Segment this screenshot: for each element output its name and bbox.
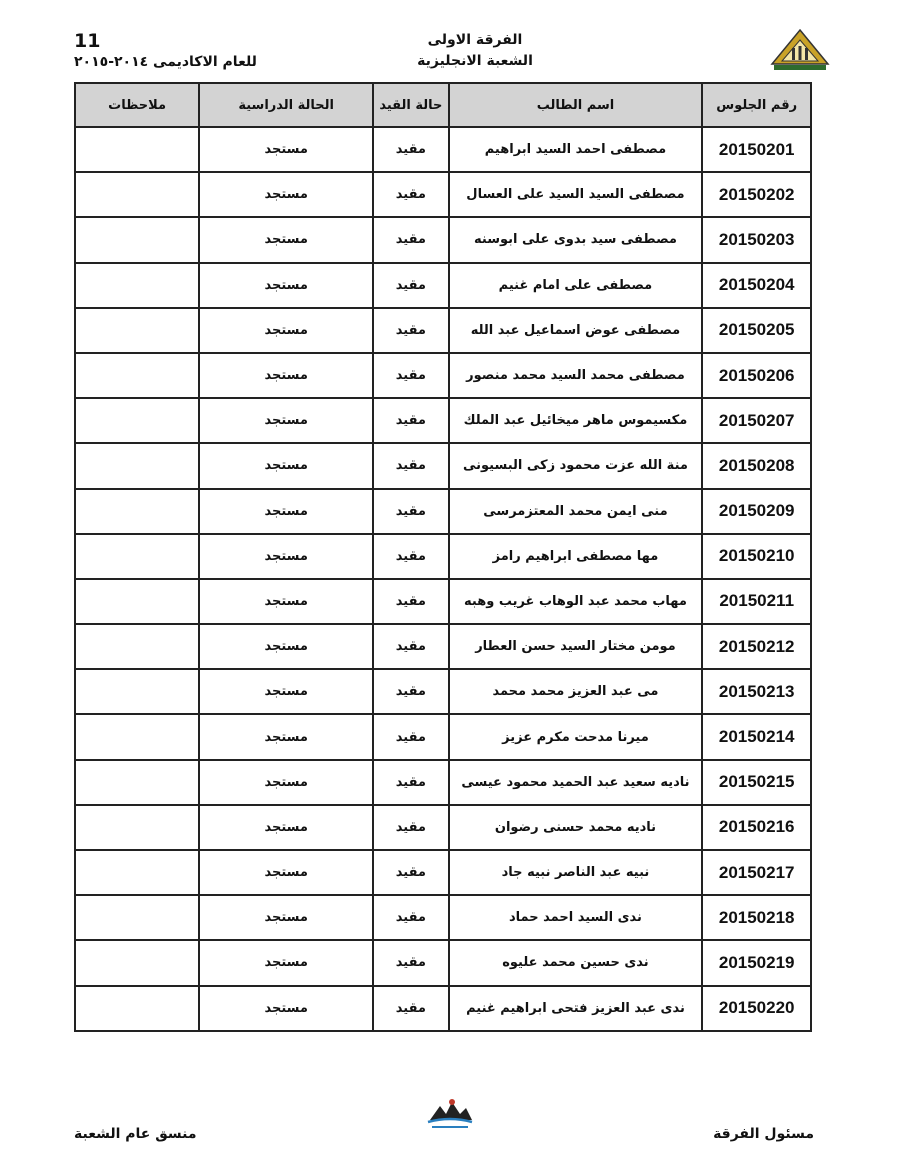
enrollment-status-cell: مقيد (373, 669, 448, 714)
department-coordinator-signature: منسق عام الشعبة (74, 1126, 197, 1142)
enrollment-status-cell: مقيد (373, 805, 448, 850)
student-name-cell: مصطفى السيد السيد على العسال (449, 172, 703, 217)
seat-number-cell: 20150214 (702, 714, 811, 759)
student-name-cell: مصطفى عوض اسماعيل عبد الله (449, 308, 703, 353)
notes-cell (75, 805, 199, 850)
enrollment-status-cell: مقيد (373, 624, 448, 669)
notes-cell (75, 760, 199, 805)
notes-cell (75, 714, 199, 759)
student-name-cell: مصطفى على امام غنيم (449, 263, 703, 308)
student-name-cell: ندى السيد احمد حماد (449, 895, 703, 940)
student-name-cell: ندى عبد العزيز فتحى ابراهيم غنيم (449, 986, 703, 1031)
study-status-cell: مستجد (199, 760, 373, 805)
notes-cell (75, 353, 199, 398)
student-name-cell: منة الله عزت محمود زكى البسيونى (449, 443, 703, 488)
study-status-cell: مستجد (199, 398, 373, 443)
seat-number-cell: 20150202 (702, 172, 811, 217)
notes-cell (75, 579, 199, 624)
study-status-cell: مستجد (199, 263, 373, 308)
enrollment-status-cell: مقيد (373, 398, 448, 443)
notes-cell (75, 127, 199, 172)
table-row (75, 669, 811, 714)
seat-number-cell: 20150220 (702, 986, 811, 1031)
student-name-cell: مكسيموس ماهر ميخائيل عبد الملك (449, 398, 703, 443)
seat-number-cell: 20150216 (702, 805, 811, 850)
notes-cell (75, 263, 199, 308)
document-header (380, 30, 570, 72)
student-name-cell: مى عبد العزيز محمد محمد (449, 669, 703, 714)
seat-number-cell: 20150206 (702, 353, 811, 398)
table-row (75, 760, 811, 805)
table-row (75, 443, 811, 488)
notes-cell (75, 489, 199, 534)
seat-number-cell: 20150205 (702, 308, 811, 353)
seat-number-cell: 20150207 (702, 398, 811, 443)
enrollment-status-cell: مقيد (373, 217, 448, 262)
study-status-cell: مستجد (199, 940, 373, 985)
student-name-cell: ناديه محمد حسنى رضوان (449, 805, 703, 850)
table-row (75, 805, 811, 850)
table-row (75, 895, 811, 940)
study-status-cell: مستجد (199, 669, 373, 714)
seat-number-cell: 20150215 (702, 760, 811, 805)
table-row (75, 263, 811, 308)
study-status-cell: مستجد (199, 895, 373, 940)
study-status-cell: مستجد (199, 579, 373, 624)
study-status-cell: مستجد (199, 443, 373, 488)
enrollment-status-cell: مقيد (373, 443, 448, 488)
enrollment-status-cell: مقيد (373, 172, 448, 217)
table-row (75, 398, 811, 443)
seat-number-cell: 20150204 (702, 263, 811, 308)
table-row (75, 127, 811, 172)
seat-number-cell: 20150211 (702, 579, 811, 624)
enrollment-status-cell: مقيد (373, 263, 448, 308)
column-header-notes: ملاحظات (75, 83, 199, 127)
class-supervisor-signature: مسئول الفرقة (713, 1126, 814, 1142)
table-row (75, 489, 811, 534)
student-name-cell: مصطفى احمد السيد ابراهيم (449, 127, 703, 172)
study-status-cell: مستجد (199, 714, 373, 759)
study-status-cell: مستجد (199, 217, 373, 262)
column-header-enrollment-status: حالة القيد (373, 83, 448, 127)
page-number: 11 (74, 30, 101, 52)
seat-number-cell: 20150201 (702, 127, 811, 172)
center-logo-icon (424, 1094, 476, 1134)
table-row (75, 353, 811, 398)
notes-cell (75, 986, 199, 1031)
student-name-cell: مصطفى سيد بدوى على ابوسنه (449, 217, 703, 262)
notes-cell (75, 895, 199, 940)
academic-year: للعام الاكاديمى ٢٠١٤-٢٠١٥ (74, 54, 257, 70)
notes-cell (75, 940, 199, 985)
enrollment-status-cell: مقيد (373, 714, 448, 759)
enrollment-status-cell: مقيد (373, 579, 448, 624)
notes-cell (75, 172, 199, 217)
study-status-cell: مستجد (199, 489, 373, 534)
student-roster-table (74, 82, 812, 1032)
notes-cell (75, 217, 199, 262)
notes-cell (75, 308, 199, 353)
enrollment-status-cell: مقيد (373, 308, 448, 353)
enrollment-status-cell: مقيد (373, 940, 448, 985)
table-row (75, 850, 811, 895)
table-header-row (75, 83, 811, 127)
student-name-cell: مهاب محمد عبد الوهاب غريب وهبه (449, 579, 703, 624)
enrollment-status-cell: مقيد (373, 986, 448, 1031)
study-status-cell: مستجد (199, 534, 373, 579)
level-title: الفرقة الاولى (427, 32, 523, 48)
student-name-cell: ناديه سعيد عبد الحميد محمود عيسى (449, 760, 703, 805)
study-status-cell: مستجد (199, 805, 373, 850)
notes-cell (75, 398, 199, 443)
student-name-cell: منى ايمن محمد المعتزمرسى (449, 489, 703, 534)
enrollment-status-cell: مقيد (373, 850, 448, 895)
table-row (75, 579, 811, 624)
column-header-seat-number: رقم الجلوس (702, 83, 811, 127)
seat-number-cell: 20150203 (702, 217, 811, 262)
enrollment-status-cell: مقيد (373, 127, 448, 172)
study-status-cell: مستجد (199, 624, 373, 669)
seat-number-cell: 20150213 (702, 669, 811, 714)
notes-cell (75, 850, 199, 895)
seat-number-cell: 20150209 (702, 489, 811, 534)
notes-cell (75, 534, 199, 579)
study-status-cell: مستجد (199, 986, 373, 1031)
table-row (75, 624, 811, 669)
table-row (75, 217, 811, 262)
study-status-cell: مستجد (199, 353, 373, 398)
study-status-cell: مستجد (199, 308, 373, 353)
notes-cell (75, 443, 199, 488)
table-row (75, 308, 811, 353)
enrollment-status-cell: مقيد (373, 353, 448, 398)
column-header-student-name: اسم الطالب (449, 83, 703, 127)
study-status-cell: مستجد (199, 127, 373, 172)
student-name-cell: مصطفى محمد السيد محمد منصور (449, 353, 703, 398)
seat-number-cell: 20150208 (702, 443, 811, 488)
university-logo-icon (770, 28, 830, 72)
table-row (75, 940, 811, 985)
table-row (75, 714, 811, 759)
student-name-cell: نبيه عبد الناصر نبيه جاد (449, 850, 703, 895)
notes-cell (75, 669, 199, 714)
department-title: الشعبة الانجليزية (417, 53, 533, 69)
enrollment-status-cell: مقيد (373, 760, 448, 805)
seat-number-cell: 20150210 (702, 534, 811, 579)
column-header-study-status: الحالة الدراسية (199, 83, 373, 127)
study-status-cell: مستجد (199, 850, 373, 895)
enrollment-status-cell: مقيد (373, 895, 448, 940)
seat-number-cell: 20150218 (702, 895, 811, 940)
study-status-cell: مستجد (199, 172, 373, 217)
seat-number-cell: 20150217 (702, 850, 811, 895)
student-name-cell: ندى حسين محمد عليوه (449, 940, 703, 985)
seat-number-cell: 20150212 (702, 624, 811, 669)
enrollment-status-cell: مقيد (373, 534, 448, 579)
table-row (75, 172, 811, 217)
table-row (75, 534, 811, 579)
student-name-cell: ميرنا مدحت مكرم عزيز (449, 714, 703, 759)
notes-cell (75, 624, 199, 669)
student-name-cell: مها مصطفى ابراهيم رامز (449, 534, 703, 579)
seat-number-cell: 20150219 (702, 940, 811, 985)
table-row (75, 986, 811, 1031)
enrollment-status-cell: مقيد (373, 489, 448, 534)
student-name-cell: مومن مختار السيد حسن العطار (449, 624, 703, 669)
